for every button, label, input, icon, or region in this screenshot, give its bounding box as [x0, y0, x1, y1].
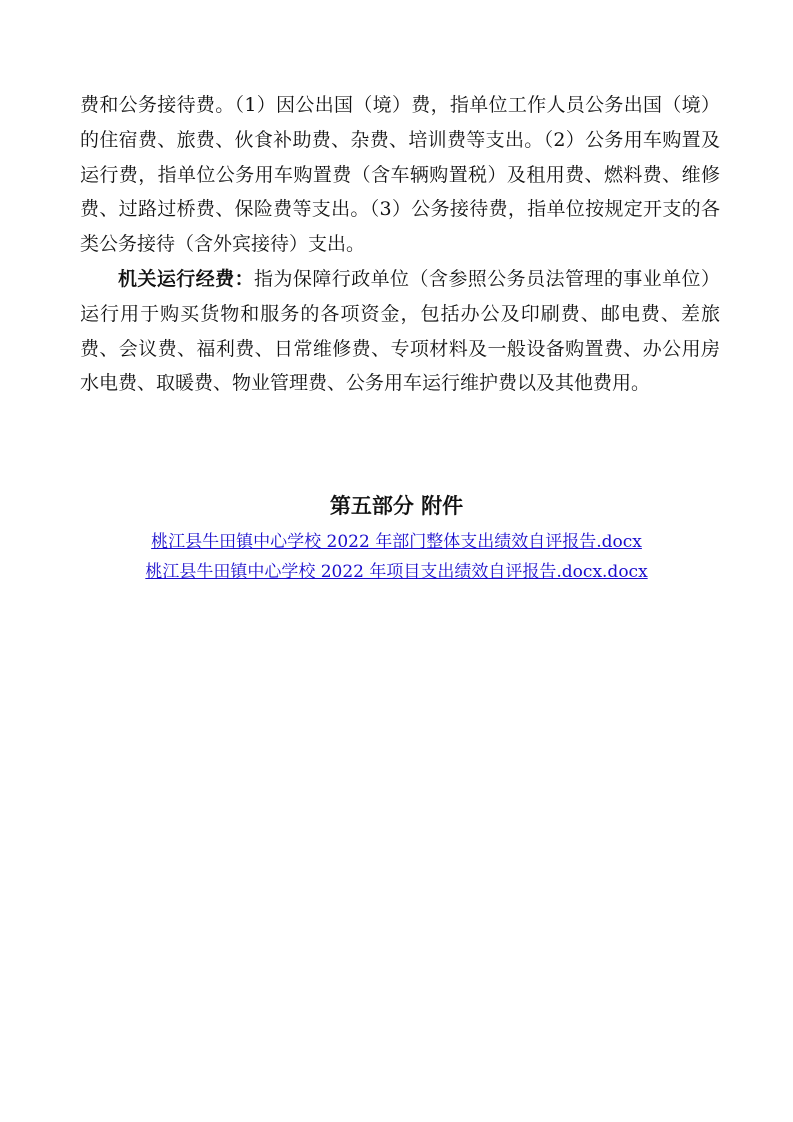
attachment-link-department-report[interactable]: 桃江县牛田镇中心学校 2022 年部门整体支出绩效自评报告.docx: [151, 532, 642, 552]
definition-operating-expenses: 指为保障行政单位（含参照公务员法管理的事业单位）运行用于购买货物和服务的各项资金，包括办公及印刷费、邮电费、差旅费、会议费、福利费、日常维修费、专项材料及一般设备购置费、办公用房水电费、取暖费、物业管理费、公务用车运行维护费以及其他费用。: [80, 267, 720, 395]
section-title: 第五部分 附件: [329, 494, 464, 518]
body-text: [80, 88, 720, 401]
attachment-link-project-report[interactable]: 桃江县牛田镇中心学校 2022 年项目支出绩效自评报告.docx.docx: [145, 562, 648, 582]
attachment-list: [0, 527, 793, 587]
paragraph-operating-expenses: [80, 262, 720, 401]
term-operating-expenses: 机关运行经费：: [118, 267, 255, 290]
paragraph-expense-definitions: 费和公务接待费。（1）因公出国（境）费，指单位工作人员公务出国（境）的住宿费、旅费、伙食补助费、杂费、培训费等支出。（2）公务用车购置及运行费，指单位公务用车购置费（含车辆购置税）及租用费、燃料费、维修费、过路过桥费、保险费等支出。（3）公务接待费，指单位按规定开支的各类公务接待（含外宾接待）支出。: [80, 94, 720, 256]
